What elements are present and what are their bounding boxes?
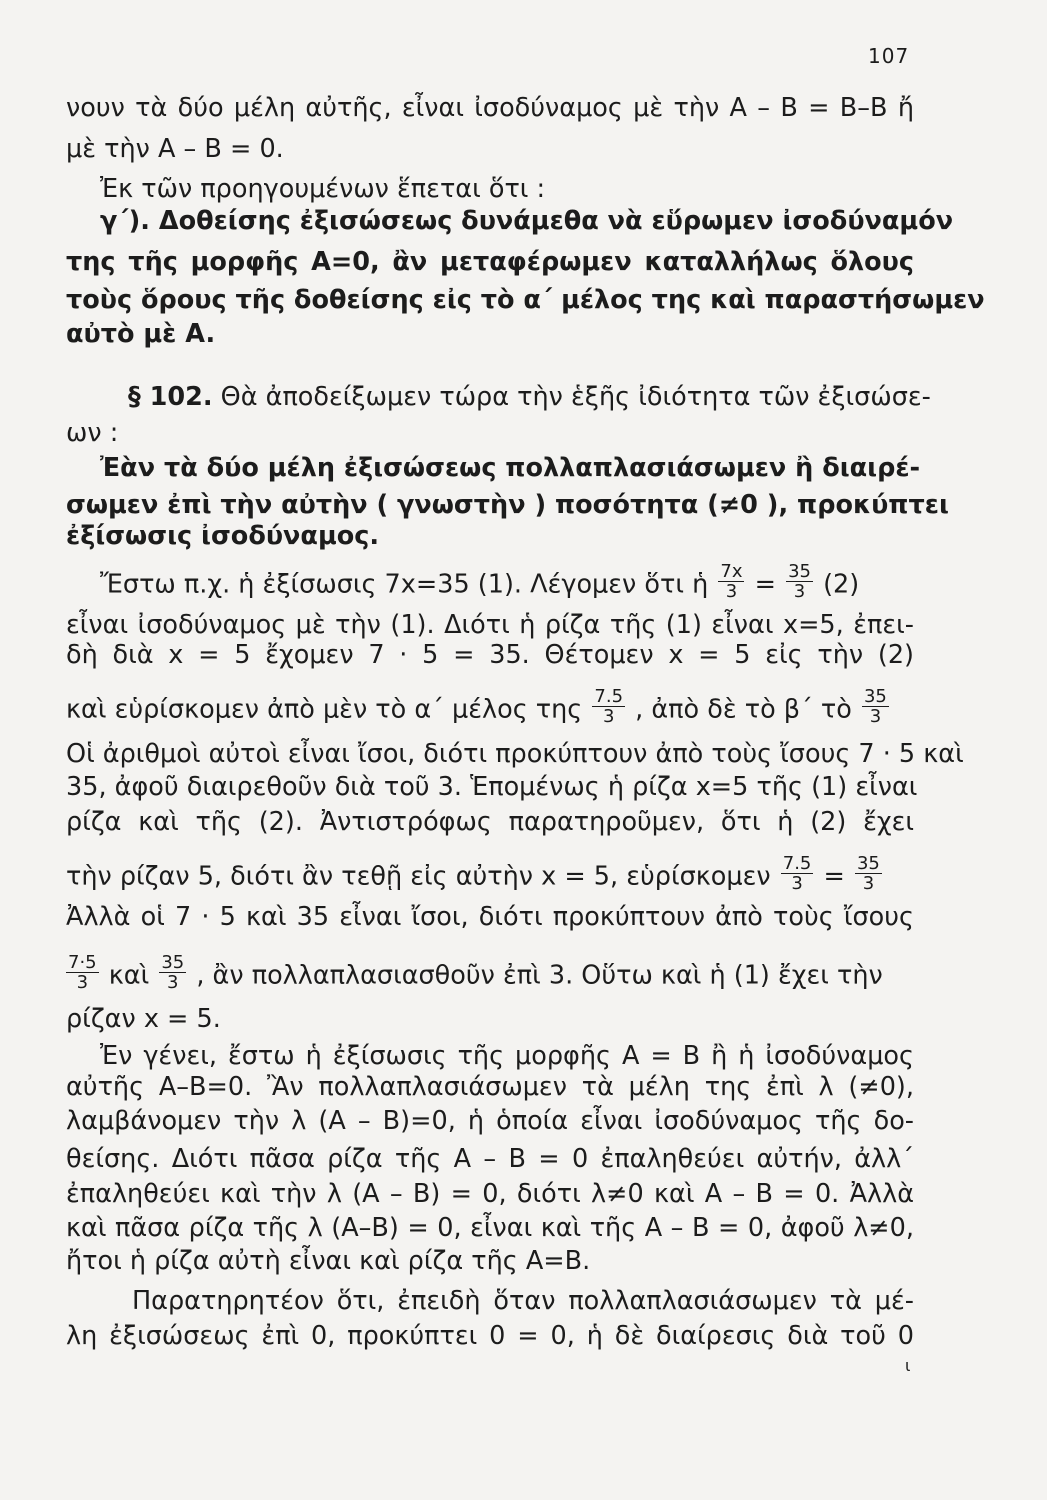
denominator: 3 <box>793 581 806 602</box>
text-line: Ἐν γένει, ἔστω ἡ ἐξίσωσις τῆς μορφῆς A = B ἢ ἡ ἰσοδύναμος <box>100 1041 914 1071</box>
theorem-line: σωμεν ἐπὶ τὴν αὐτὴν ( γνωστὴν ) ποσότητα (≠0 ), προκύπτει <box>66 490 949 520</box>
equals-sign: = <box>823 861 845 892</box>
fraction <box>862 687 889 726</box>
denominator: 3 <box>602 706 615 727</box>
equation-line <box>66 853 914 897</box>
text-span: (2) <box>823 569 860 600</box>
text-line: λαμβάνομεν τὴν λ (A – B)=0, ἡ ὁποία εἶναι ἰσοδύναμος τῆς δο- <box>66 1106 914 1136</box>
numerator: 35 <box>856 853 880 874</box>
fraction <box>786 562 813 601</box>
text-line: τοὺς ὅρους τῆς δοθείσης εἰς τὸ α΄ μέλος της καὶ παραστήσωμεν <box>66 285 985 315</box>
text-line: καὶ πᾶσα ρίζα τῆς λ (A–B) = 0, εἶναι καὶ τῆς A – B = 0, ἀφοῦ λ≠0, <box>66 1213 914 1243</box>
page-number: 107 <box>868 44 910 68</box>
text-line: μὲ τὴν A – B = 0. <box>66 134 284 164</box>
text-span: τὴν ρίζαν 5, διότι ἂν τεθῇ εἰς αὐτὴν x = 5, εὑρίσκομεν <box>66 861 771 892</box>
numerator: 35 <box>788 561 811 582</box>
text-line: δὴ διὰ x = 5 ἔχομεν 7 · 5 = 35. Θέτομεν x = 5 εἰς τὴν (2) <box>66 640 914 670</box>
text-span: , ἂν πολλαπλασιασθοῦν ἐπὶ 3. Οὕτω καὶ ἡ (1) ἔχει τὴν <box>196 960 883 991</box>
text-span: Ἔστω π.χ. ἡ ἐξίσωσις 7x=35 (1). Λέγομεν ὅτι ἡ <box>100 569 709 600</box>
text-span: καὶ εὑρίσκομεν ἀπὸ μὲν τὸ α΄ μέλος της <box>66 694 583 725</box>
numerator: 7·5 <box>68 952 97 973</box>
denominator: 3 <box>862 873 875 894</box>
numerator: 35 <box>161 952 185 973</box>
denominator: 3 <box>167 972 179 993</box>
numerator: 7.5 <box>594 686 624 707</box>
denominator: 3 <box>725 581 738 602</box>
section-heading-line <box>128 381 931 413</box>
equation-line <box>66 952 914 996</box>
text-line: ἤτοι ἡ ρίζα αὐτὴ εἶναι καὶ ρίζα τῆς A=B. <box>66 1246 591 1276</box>
denominator: 3 <box>869 706 882 727</box>
text-line: ἐπαληθεύει καὶ τὴν λ (A – B) = 0, διότι λ≠0 καὶ A – B = 0. Ἀλλὰ <box>66 1179 914 1209</box>
text-line: Παρατηρητέον ὅτι, ἐπειδὴ ὅταν πολλαπλασιάσωμεν τὰ μέ- <box>132 1286 914 1316</box>
text-line: Ἀλλὰ οἱ 7 · 5 καὶ 35 εἶναι ἴσοι, διότι προκύπτουν ἀπὸ τοὺς ἴσους <box>66 902 914 932</box>
text-line: Οἱ ἀριθμοὶ αὐτοὶ εἶναι ἴσοι, διότι προκύπτουν ἀπὸ τοὺς ἴσους 7 · 5 καὶ <box>66 739 964 769</box>
fraction <box>592 687 625 726</box>
denominator: 3 <box>76 972 89 993</box>
text-line: 35, ἀφοῦ διαιρεθοῦν διὰ τοῦ 3. Ἑπομένως ἡ ρίζα x=5 τῆς (1) εἶναι <box>66 772 918 802</box>
stray-mark: ι <box>905 1356 911 1375</box>
fraction <box>855 854 882 893</box>
text-span: Θὰ ἀποδείξωμεν τώρα τὴν ἑξῆς ἰδιότητα τῶν ἐξισώσε- <box>220 382 931 412</box>
text-line: ρίζα καὶ τῆς (2). Ἀντιστρόφως παρατηροῦμεν, ὅτι ἡ (2) ἔχει <box>66 807 914 837</box>
fraction <box>159 953 186 992</box>
text-line: εἶναι ἰσοδύναμος μὲ τὴν (1). Διότι ἡ ρίζα τῆς (1) εἶναι x=5, ἐπει- <box>66 610 914 640</box>
fraction <box>718 562 744 601</box>
fraction <box>66 953 99 992</box>
numerator: 7.5 <box>782 853 812 874</box>
text-line: ων : <box>66 418 119 448</box>
numerator: 7x <box>720 561 743 582</box>
text-line: αὐτὸ μὲ A. <box>66 319 216 349</box>
text-line: αὐτῆς A–B=0. Ἂν πολλαπλασιάσωμεν τὰ μέλη της ἐπὶ λ (≠0), <box>66 1072 914 1102</box>
theorem-line: ἐξίσωσις ἰσοδύναμος. <box>66 521 380 551</box>
text-line: Ἐκ τῶν προηγουμένων ἕπεται ὅτι : <box>100 174 546 204</box>
fraction <box>781 854 814 893</box>
text-line: ρίζαν x = 5. <box>66 1004 221 1034</box>
numerator: 35 <box>863 686 887 707</box>
text-span: καὶ <box>108 960 150 991</box>
text-line: νουν τὰ δύο μέλη αὐτῆς, εἶναι ἰσοδύναμος μὲ τὴν A – B = B–B ἤ <box>66 93 914 123</box>
equals-sign: = <box>754 569 776 600</box>
text-line: λη ἐξισώσεως ἐπὶ 0, προκύπτει 0 = 0, ἡ δὲ διαίρεσις διὰ τοῦ 0 <box>66 1321 914 1351</box>
equation-line <box>100 561 914 605</box>
denominator: 3 <box>791 873 803 894</box>
theorem-line: Ἐὰν τὰ δύο μέλη ἐξισώσεως πολλαπλασιάσωμεν ἢ διαιρέ- <box>100 453 921 483</box>
text-line: της τῆς μορφῆς A=0, ἂν μεταφέρωμεν καταλλήλως ὅλους <box>66 247 914 277</box>
text-span: , ἀπὸ δὲ τὸ β΄ τὸ <box>635 694 852 725</box>
text-line: γ΄). Δοθείσης ἐξισώσεως δυνάμεθα νὰ εὕρωμεν ἰσοδύναμόν <box>100 206 954 236</box>
equation-line <box>66 686 914 730</box>
section-number: § 102. <box>128 382 213 412</box>
text-line: θείσης. Διότι πᾶσα ρίζα τῆς A – B = 0 ἐπαληθεύει αὐτήν, ἀλλ΄ <box>66 1144 914 1174</box>
